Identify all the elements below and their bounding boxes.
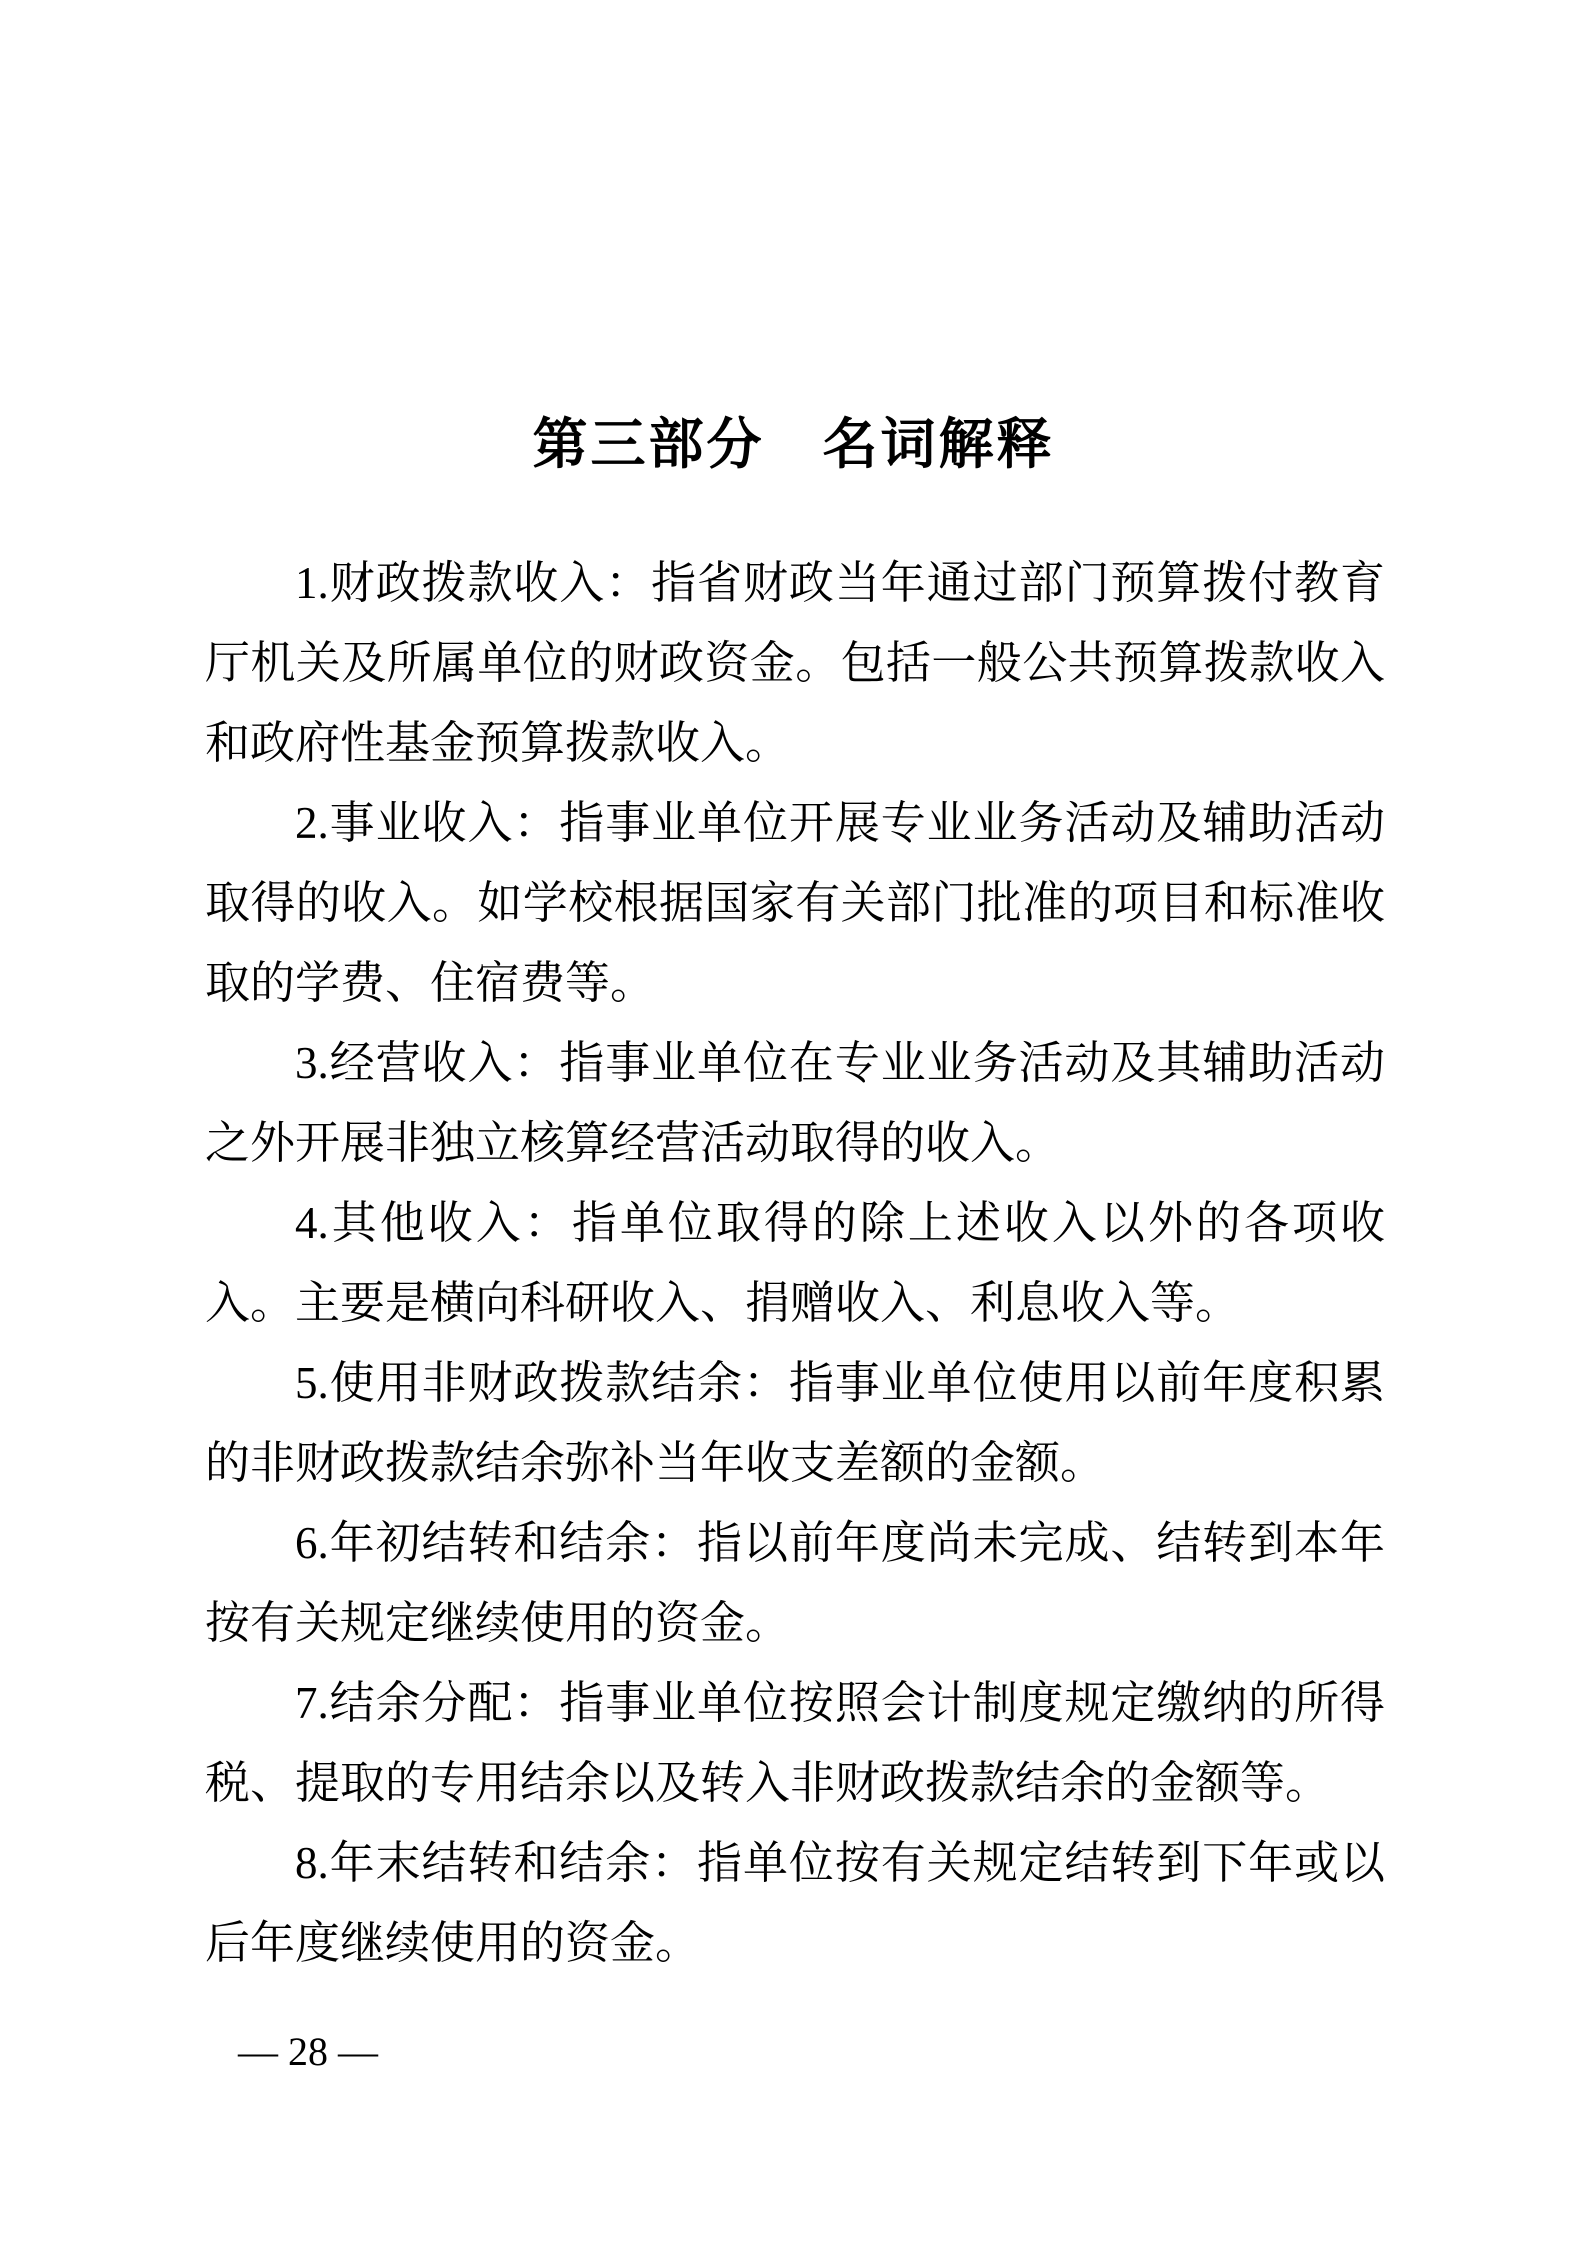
definition-paragraph-5: 5.使用非财政拨款结余：指事业单位使用以前年度积累的非财政拨款结余弥补当年收支差额的金额。 (205, 1358, 1385, 1488)
glossary-body (205, 543, 1385, 1983)
page-title: 第三部分 名词解释 (532, 412, 1055, 475)
definition-paragraph-4: 4.其他收入：指单位取得的除上述收入以外的各项收入。主要是横向科研收入、捐赠收入、利息收入等。 (205, 1198, 1385, 1328)
definition-paragraph-7: 7.结余分配：指事业单位按照会计制度规定缴纳的所得税、提取的专用结余以及转入非财政拨款结余的金额等。 (205, 1678, 1385, 1808)
definition-paragraph-1: 1.财政拨款收入：指省财政当年通过部门预算拨付教育厅机关及所属单位的财政资金。包括一般公共预算拨款收入和政府性基金预算拨款收入。 (205, 558, 1385, 768)
definition-paragraph-2: 2.事业收入：指事业单位开展专业业务活动及辅助活动取得的收入。如学校根据国家有关部门批准的项目和标准收取的学费、住宿费等。 (205, 798, 1385, 1008)
definition-paragraph-6: 6.年初结转和结余：指以前年度尚未完成、结转到本年按有关规定继续使用的资金。 (205, 1518, 1385, 1648)
definition-paragraph-3: 3.经营收入：指事业单位在专业业务活动及其辅助活动之外开展非独立核算经营活动取得的收入。 (205, 1038, 1385, 1168)
page-number: — 28 — (238, 2029, 378, 2074)
definition-paragraph-8: 8.年末结转和结余：指单位按有关规定结转到下年或以后年度继续使用的资金。 (205, 1838, 1385, 1968)
